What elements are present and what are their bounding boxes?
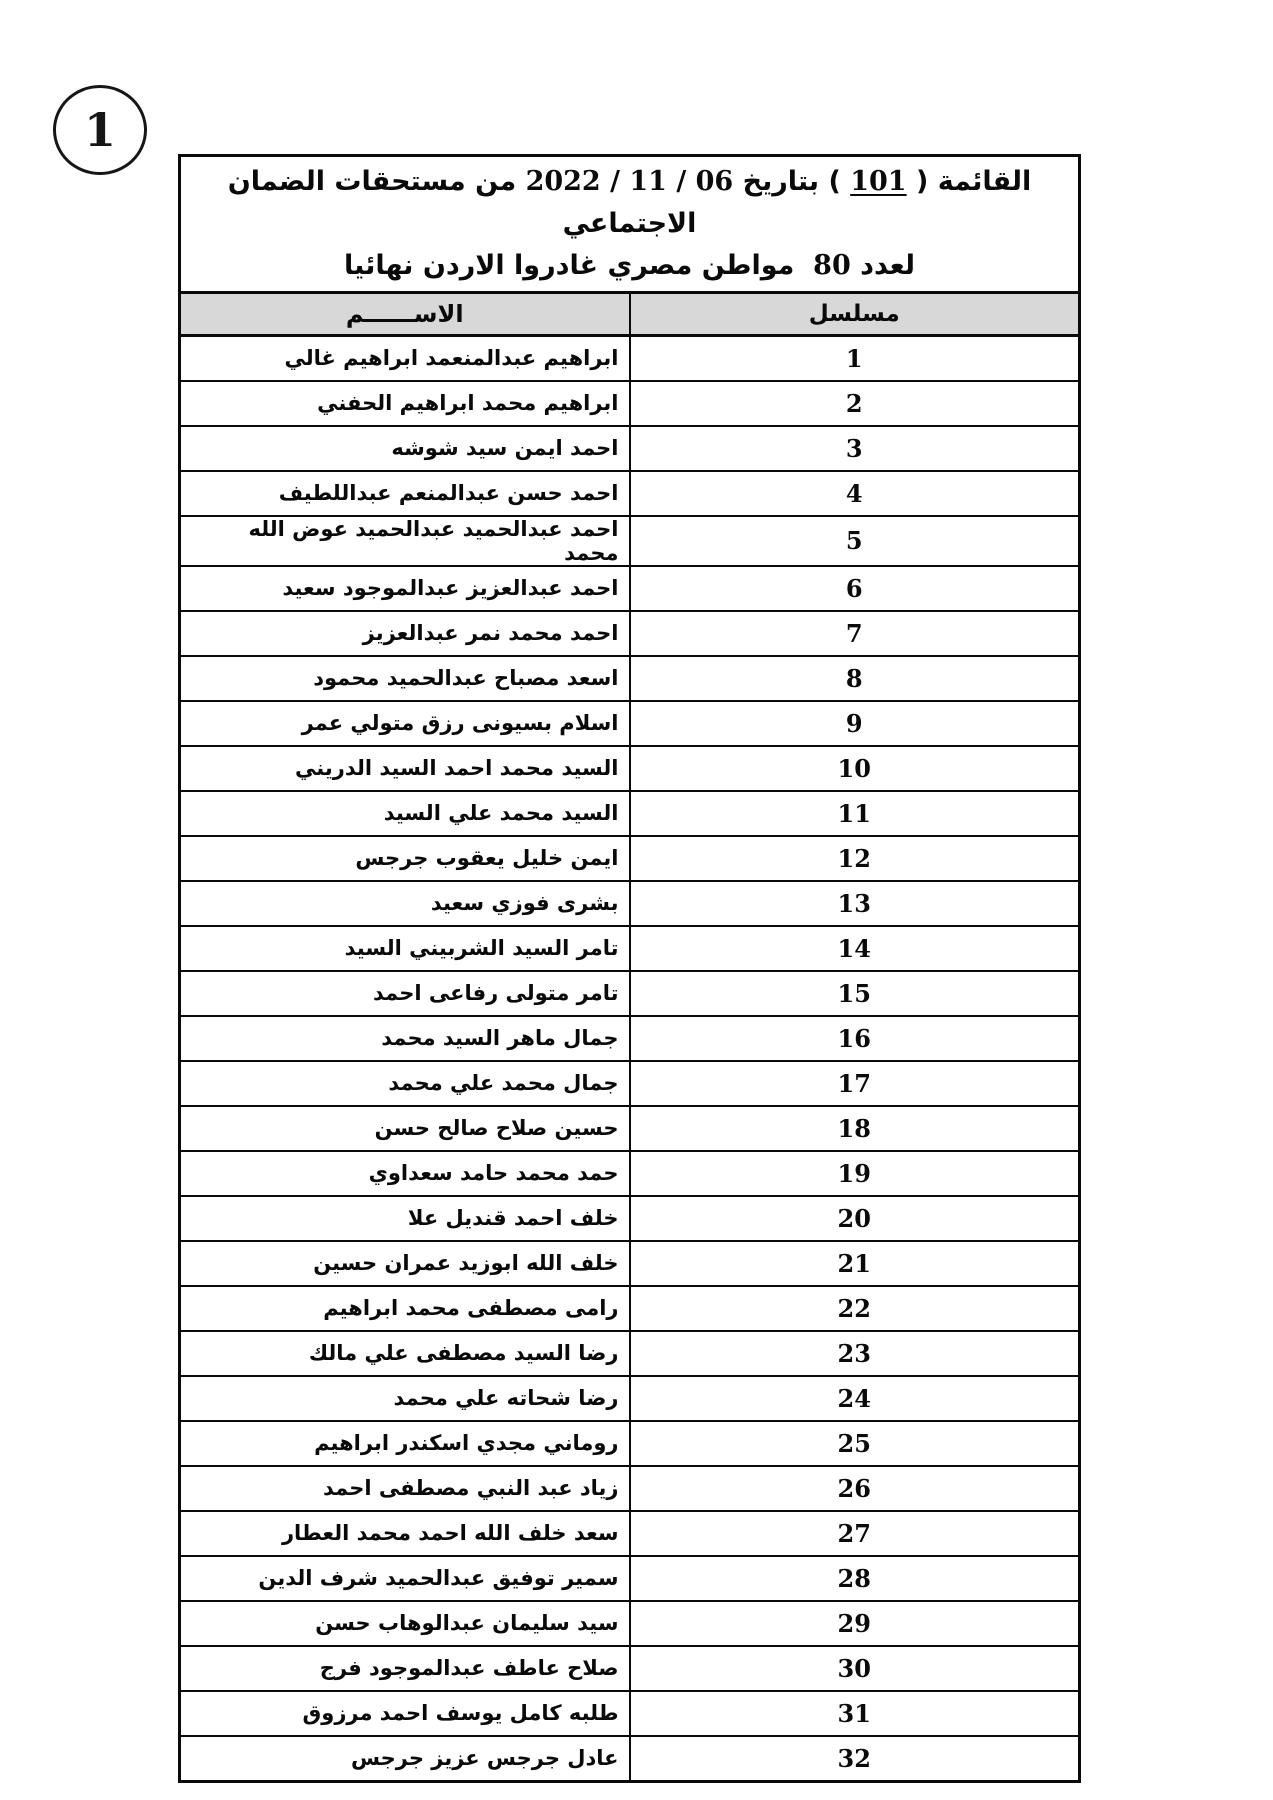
- name-cell: خلف الله ابوزيد عمران حسين: [180, 1241, 630, 1286]
- table-row: [180, 335, 1080, 381]
- title-text-part: القائمة (: [906, 166, 1032, 197]
- serial-cell: 28: [630, 1556, 1080, 1601]
- name-cell: ابراهيم عبدالمنعمد ابراهيم غالي: [180, 335, 630, 381]
- serial-cell: 3: [630, 426, 1080, 471]
- name-cell: السيد محمد علي السيد: [180, 791, 630, 836]
- name-cell: احمد عبدالحميد عبدالحميد عوض الله محمد: [180, 516, 630, 566]
- name-cell: زياد عبد النبي مصطفى احمد: [180, 1466, 630, 1511]
- list-title: [180, 156, 1080, 293]
- name-cell: احمد عبدالعزيز عبدالموجود سعيد: [180, 566, 630, 611]
- title-line-1: [191, 161, 1068, 245]
- name-cell: جمال محمد علي محمد: [180, 1061, 630, 1106]
- table-row: [180, 381, 1080, 426]
- serial-cell: 5: [630, 516, 1080, 566]
- table-row: [180, 1376, 1080, 1421]
- table-row: [180, 1421, 1080, 1466]
- table-row: [180, 426, 1080, 471]
- name-cell: احمد محمد نمر عبدالعزيز: [180, 611, 630, 656]
- serial-cell: 31: [630, 1691, 1080, 1736]
- citizen-count: 80: [813, 249, 851, 281]
- serial-cell: 4: [630, 471, 1080, 516]
- serial-cell: 8: [630, 656, 1080, 701]
- title-text-part: مواطن مصري غادروا الاردن نهائيا: [344, 249, 814, 281]
- table-row: [180, 1646, 1080, 1691]
- table-row: [180, 971, 1080, 1016]
- table-row: [180, 1736, 1080, 1782]
- name-cell: حمد محمد حامد سعداوي: [180, 1151, 630, 1196]
- table-row: [180, 516, 1080, 566]
- serial-cell: 13: [630, 881, 1080, 926]
- serial-cell: 23: [630, 1331, 1080, 1376]
- serial-cell: 12: [630, 836, 1080, 881]
- serial-cell: 18: [630, 1106, 1080, 1151]
- table-row: [180, 1691, 1080, 1736]
- serial-cell: 30: [630, 1646, 1080, 1691]
- name-cell: احمد حسن عبدالمنعم عبداللطيف: [180, 471, 630, 516]
- table-row: [180, 1241, 1080, 1286]
- serial-column-header: مسلسل: [630, 292, 1080, 335]
- serial-cell: 29: [630, 1601, 1080, 1646]
- table-row: [180, 1106, 1080, 1151]
- page-number: 1: [83, 103, 116, 157]
- table-row: [180, 1286, 1080, 1331]
- name-cell: سمير توفيق عبدالحميد شرف الدين: [180, 1556, 630, 1601]
- table-row: [180, 1061, 1080, 1106]
- name-cell: رامى مصطفى محمد ابراهيم: [180, 1286, 630, 1331]
- table-row: [180, 1016, 1080, 1061]
- table-body: [180, 335, 1080, 1781]
- serial-cell: 2: [630, 381, 1080, 426]
- beneficiaries-table: [178, 154, 1081, 1783]
- table-row: [180, 1196, 1080, 1241]
- table-row: [180, 1331, 1080, 1376]
- serial-cell: 25: [630, 1421, 1080, 1466]
- name-cell: سيد سليمان عبدالوهاب حسن: [180, 1601, 630, 1646]
- serial-cell: 22: [630, 1286, 1080, 1331]
- name-cell: عادل جرجس عزيز جرجس: [180, 1736, 630, 1782]
- name-cell: السيد محمد احمد السيد الدريني: [180, 746, 630, 791]
- table-header-row: [180, 292, 1080, 335]
- title-line-2: [191, 245, 1068, 287]
- name-cell: بشرى فوزي سعيد: [180, 881, 630, 926]
- serial-cell: 16: [630, 1016, 1080, 1061]
- name-cell: ابراهيم محمد ابراهيم الحفني: [180, 381, 630, 426]
- name-cell: اسلام بسيونى رزق متولي عمر: [180, 701, 630, 746]
- serial-cell: 17: [630, 1061, 1080, 1106]
- serial-cell: 6: [630, 566, 1080, 611]
- serial-cell: 20: [630, 1196, 1080, 1241]
- list-document: [178, 154, 1081, 1783]
- page-number-circle: [53, 85, 147, 175]
- name-cell: خلف احمد قنديل علا: [180, 1196, 630, 1241]
- title-text-part: ) بتاريخ: [733, 166, 851, 197]
- table-row: [180, 926, 1080, 971]
- name-cell: ايمن خليل يعقوب جرجس: [180, 836, 630, 881]
- name-column-header: الاســــــم: [180, 292, 630, 335]
- title-text-part: من مستحقات الضمان الاجتماعي: [218, 166, 697, 239]
- name-cell: رضا السيد مصطفى علي مالك: [180, 1331, 630, 1376]
- table-row: [180, 881, 1080, 926]
- name-cell: احمد ايمن سيد شوشه: [180, 426, 630, 471]
- table-row: [180, 611, 1080, 656]
- title-row: [180, 156, 1080, 293]
- serial-cell: 27: [630, 1511, 1080, 1556]
- table-row: [180, 471, 1080, 516]
- serial-cell: 24: [630, 1376, 1080, 1421]
- name-cell: جمال ماهر السيد محمد: [180, 1016, 630, 1061]
- serial-cell: 21: [630, 1241, 1080, 1286]
- table-row: [180, 1556, 1080, 1601]
- name-cell: صلاح عاطف عبدالموجود فرج: [180, 1646, 630, 1691]
- table-row: [180, 566, 1080, 611]
- serial-cell: 1: [630, 335, 1080, 381]
- serial-cell: 14: [630, 926, 1080, 971]
- name-cell: حسين صلاح صالح حسن: [180, 1106, 630, 1151]
- table-row: [180, 1511, 1080, 1556]
- serial-cell: 7: [630, 611, 1080, 656]
- serial-cell: 15: [630, 971, 1080, 1016]
- list-date: 06 / 11 / 2022: [525, 166, 734, 197]
- serial-cell: 10: [630, 746, 1080, 791]
- table-row: [180, 1466, 1080, 1511]
- name-cell: طلبه كامل يوسف احمد مرزوق: [180, 1691, 630, 1736]
- name-cell: اسعد مصباح عبدالحميد محمود: [180, 656, 630, 701]
- table-row: [180, 701, 1080, 746]
- serial-cell: 26: [630, 1466, 1080, 1511]
- serial-cell: 32: [630, 1736, 1080, 1782]
- list-number: 101: [850, 166, 907, 197]
- title-text-part: لعدد: [850, 249, 915, 281]
- serial-cell: 19: [630, 1151, 1080, 1196]
- name-cell: سعد خلف الله احمد محمد العطار: [180, 1511, 630, 1556]
- name-cell: روماني مجدي اسكندر ابراهيم: [180, 1421, 630, 1466]
- table-row: [180, 836, 1080, 881]
- table-row: [180, 1601, 1080, 1646]
- serial-cell: 11: [630, 791, 1080, 836]
- table-row: [180, 656, 1080, 701]
- table-row: [180, 791, 1080, 836]
- table-row: [180, 746, 1080, 791]
- table-row: [180, 1151, 1080, 1196]
- name-cell: تامر السيد الشربيني السيد: [180, 926, 630, 971]
- serial-cell: 9: [630, 701, 1080, 746]
- name-cell: تامر متولى رفاعى احمد: [180, 971, 630, 1016]
- name-cell: رضا شحاته علي محمد: [180, 1376, 630, 1421]
